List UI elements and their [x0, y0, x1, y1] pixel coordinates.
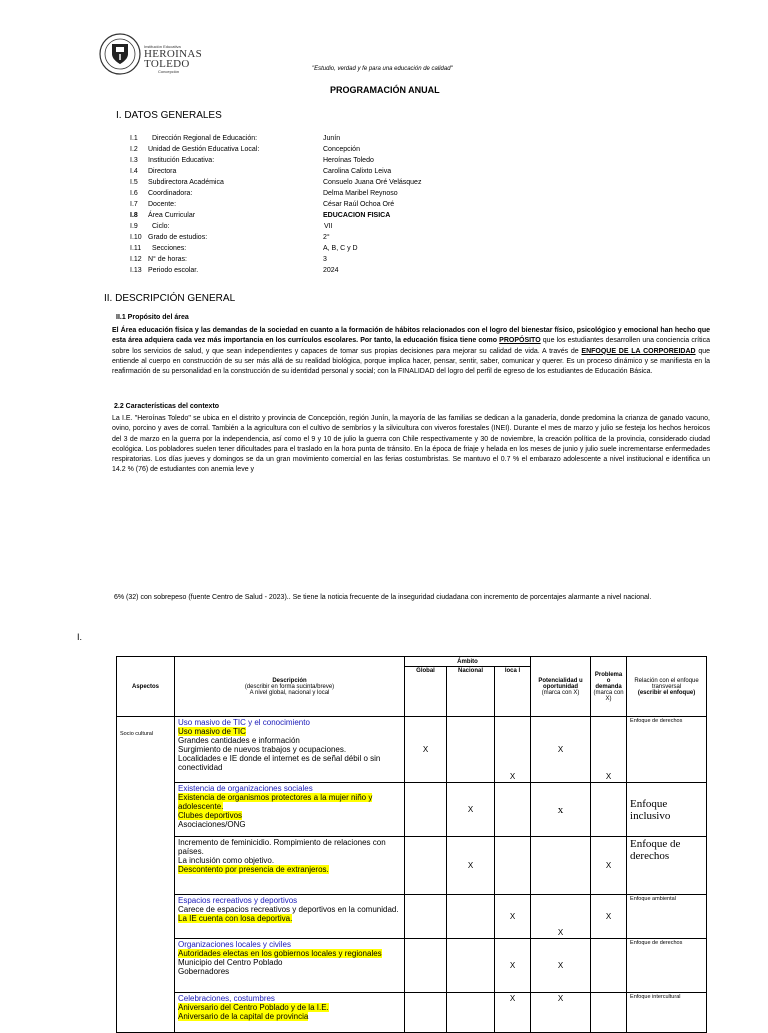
enfoque-cell: Enfoque de derechos	[627, 717, 707, 783]
table-row	[117, 939, 707, 993]
slogan: "Estudio, verdad y fe para una educación de calidad"	[312, 66, 453, 72]
enfoque-cell: Enfoque ambiental	[627, 895, 707, 939]
table-row	[117, 717, 707, 783]
general-data-row: I.2 Unidad de Gestión Educativa Local: Concepción	[130, 146, 360, 153]
problema-mark: X	[591, 717, 627, 783]
header-potencialidad: Potencialidad u oportunidad (marca con X)	[531, 657, 591, 717]
description-cell: Uso masivo de TIC y el conocimiento Uso masivo de TIC Grandes cantidades e información Surgimiento de nuevos trabajos y ocupaciones. Localidades e IE donde el internet es de señal débil o sin conectividad	[175, 717, 405, 783]
general-data-row: I.4 Directora Carolina Calixto Leiva	[130, 168, 392, 175]
header-relacion: Relación con el enfoque transversal (escribir el enfoque)	[627, 657, 707, 717]
description-cell: Espacios recreativos y deportivos Carece de espacios recreativos y deportivos en la comunidad. La IE cuenta con losa deportiva.	[175, 895, 405, 939]
table-row	[117, 783, 707, 837]
nacional-mark	[447, 895, 495, 939]
description-cell: Celebraciones, costumbres Aniversario del Centro Poblado y de la I.E. Aniversario de la capital de provincia	[175, 993, 405, 1033]
school-logo	[98, 32, 208, 78]
context-paragraph-continued: 6% (32) con sobrepeso (fuente Centro de Salud - 2023).. Se tiene la noticia frecuente de la inseguridad ciudadana con incremento de porcentajes alarmante a nivel nacional.	[114, 594, 652, 601]
general-data-row: I.9 Ciclo: VII	[130, 223, 333, 230]
local-mark: X	[495, 939, 531, 993]
nacional-mark	[447, 717, 495, 783]
general-data-row: I.5 Subdirectora Académica Consuelo Juana Oré Velásquez	[130, 179, 422, 186]
header-descripcion: Descripción (describir en forma sucinta/breve) A nivel global, nacional y local	[175, 657, 405, 717]
description-cell: Existencia de organizaciones sociales Existencia de organismos protectores a la mujer niño y adolescente. Clubes deportivos Asociaciones/ONG	[175, 783, 405, 837]
problema-mark	[591, 993, 627, 1033]
header-nacional: Nacional	[447, 667, 495, 717]
general-data-row: I.11 Secciones: A, B, C y D	[130, 245, 358, 252]
potencialidad-mark: x	[531, 783, 591, 837]
general-data-row: I.1 Dirección Regional de Educación: Junín	[130, 135, 341, 142]
global-mark	[405, 895, 447, 939]
table-row	[117, 993, 707, 1033]
description-cell: Incremento de feminicidio. Rompimiento de relaciones con países. La inclusión como objetivo. Descontento por presencia de extranjeros.	[175, 837, 405, 895]
document-title: PROGRAMACIÓN ANUAL	[330, 85, 440, 95]
aspect-cell: Socio cultural	[117, 717, 175, 1033]
logo-text-line2: HEROINAS	[144, 48, 203, 60]
general-data-row: I.10 Grado de estudios: 2°	[130, 234, 330, 241]
potencialidad-mark: X	[531, 939, 591, 993]
enfoque-cell: Enfoque de derechos	[627, 837, 707, 895]
description-cell: Organizaciones locales y civiles Autoridades electas en los gobiernos locales y regionales Municipio del Centro Poblado Gobernadores	[175, 939, 405, 993]
global-mark	[405, 837, 447, 895]
global-mark	[405, 993, 447, 1033]
general-data-row: I.6 Coordinadora: Delma Maribel Reynoso	[130, 190, 398, 197]
header-problema: Problema o demanda (marca con X)	[591, 657, 627, 717]
subsection-context-heading: 2.2 Características del contexto	[114, 403, 220, 410]
potencialidad-mark: X	[531, 895, 591, 939]
nacional-mark: X	[447, 837, 495, 895]
general-data-row: I.12 N° de horas: 3	[130, 256, 327, 263]
table-row	[117, 895, 707, 939]
global-mark	[405, 783, 447, 837]
section-3-marker: I.	[77, 632, 83, 642]
problema-mark: X	[591, 837, 627, 895]
general-data-row: I.13 Periodo escolar. 2024	[130, 267, 339, 274]
general-data-row: I.8 Área Curricular EDUCACION FISICA	[130, 212, 391, 219]
potencialidad-mark: X	[531, 717, 591, 783]
section-1-heading: I. DATOS GENERALES	[116, 110, 222, 121]
header-local: loca l	[495, 667, 531, 717]
local-mark	[495, 837, 531, 895]
enfoque-cell: Enfoque inclusivo	[627, 783, 707, 837]
potencialidad-mark	[531, 837, 591, 895]
nacional-mark	[447, 993, 495, 1033]
global-mark: X	[405, 717, 447, 783]
enfoque-cell: Enfoque intercultural	[627, 993, 707, 1033]
general-data-list	[130, 133, 421, 276]
subsection-purpose-heading: II.1 Propósito del área	[116, 314, 189, 321]
local-mark: X	[495, 895, 531, 939]
problema-mark: X	[591, 895, 627, 939]
logo-text-line3: TOLEDO	[144, 58, 190, 70]
purpose-paragraph: El Área educación física y las demandas de la sociedad en cuanto a la formación de hábitos relacionados con el logro del bienestar físico, psicológico y emocional han hecho que esta área adquiera cada vez más importancia en los currículos escolares. Por tanto, la educación física tiene como PROPÓSITO que los estudiantes desarrollen una conciencia crítica sobre los servicios de salud, y que sean independientes y capaces de tomar sus propias decisiones para mejorar su calidad de vida. A través de ENFOQUE DE LA CORPOREIDAD que entiende al cuerpo en construcción de su ser más allá de su realidad biológica, porque implica hacer, pensar, sentir, saber, comunicar y querer. Es un proceso dinámico y se manifiesta en la reafirmación de su personalidad en la construcción de su identidad personal y social; con la FINALIDAD del logro del perfil de egreso de los estudiantes de Educación Básica.	[112, 327, 711, 376]
problema-mark	[591, 939, 627, 993]
local-mark	[495, 783, 531, 837]
nacional-mark: X	[447, 783, 495, 837]
header-aspectos: Aspectos	[117, 657, 175, 717]
potencialidad-mark: X	[531, 993, 591, 1033]
local-mark: X	[495, 993, 531, 1033]
header-global: Global	[405, 667, 447, 717]
table-header-row	[117, 657, 707, 667]
local-mark: X	[495, 717, 531, 783]
section-2-heading: II. DESCRIPCIÓN GENERAL	[104, 293, 236, 304]
logo-text-line4: Concepción	[158, 69, 180, 74]
global-mark	[405, 939, 447, 993]
problema-mark	[591, 783, 627, 837]
logo-text-line1: Institución Educativa	[144, 44, 181, 49]
nacional-mark	[447, 939, 495, 993]
general-data-row: I.3 Institución Educativa: Heroínas Toledo	[130, 157, 374, 164]
enfoque-cell: Enfoque de derechos	[627, 939, 707, 993]
general-data-row: I.7 Docente: César Raúl Ochoa Oré	[130, 201, 395, 208]
context-table	[116, 656, 707, 1033]
table-row	[117, 837, 707, 895]
header-ambito: Ámbito	[405, 657, 531, 667]
context-paragraph: La I.E. "Heroínas Toledo" se ubica en el distrito y provincia de Concepción, región Junín, la mayoría de las familias se dedican a la ganadería, donde predomina la crianza de ganado vacuno, ovino, porcino y aves de corral. También a la agricultura con el cultivo de sembríos y la silvicultura con viveros forestales (INEI). Durante el mes de marzo y julio se festeja los hechos heroicos del 3 de marzo en la guerra por la independencia, así como el 9 y 10 de julio la guerra con Chile respectivamente y 30 de noviembre, la creación política de la provincia, considerado ciudad ecológica. Los pobladores suelen tener dificultades para el traslado en la hora punta de tránsito. En la época de friaje y helada en los meses de junio y julio suele incrementarse enfermedades respiratorias. Los días jueves y domingos se da un gran movimiento comercial en las ferias costumbristas. Se mantuvo el 0.7 % el embarazo adolescente a nivel institucional e identifica un 14.2 % (76) de estudiantes con anemia leve y	[112, 415, 710, 474]
